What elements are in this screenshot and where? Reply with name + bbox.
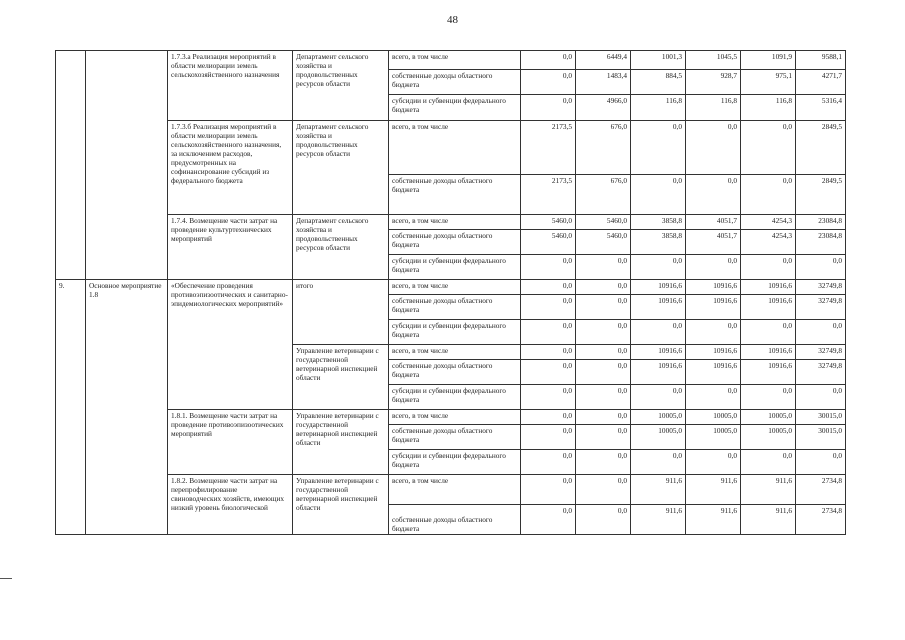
executor-cell: итого: [293, 280, 389, 345]
source-cell: всего, в том числе: [389, 51, 521, 70]
value-cell: 4966,0: [576, 95, 631, 121]
value-cell: 975,1: [741, 70, 796, 95]
value-cell: 23084,8: [796, 230, 846, 255]
value-cell: 116,8: [686, 95, 741, 121]
value-cell: 2734,8: [796, 505, 846, 535]
value-cell: 0,0: [521, 255, 576, 280]
value-cell: 10916,6: [686, 345, 741, 360]
source-cell: собственные доходы областного бюджета: [389, 505, 521, 535]
value-cell: 10916,6: [741, 295, 796, 320]
value-cell: 676,0: [576, 121, 631, 175]
value-cell: 10916,6: [631, 345, 686, 360]
value-cell: 1045,5: [686, 51, 741, 70]
source-cell: собственные доходы областного бюджета: [389, 360, 521, 385]
value-cell: 10916,6: [741, 345, 796, 360]
value-cell: 2734,8: [796, 475, 846, 505]
value-cell: 0,0: [521, 51, 576, 70]
value-cell: 0,0: [576, 505, 631, 535]
source-cell: субсидии и субвенции федерального бюджета: [389, 450, 521, 475]
value-cell: 1091,9: [741, 51, 796, 70]
value-cell: 0,0: [686, 255, 741, 280]
value-cell: 0,0: [741, 121, 796, 175]
activity-cell: «Обеспечение проведения противоэпизоотических и санитарно-эпидемиологических мероприятий»: [168, 280, 293, 410]
source-cell: субсидии и субвенции федерального бюджета: [389, 385, 521, 410]
value-cell: 0,0: [796, 385, 846, 410]
value-cell: 5460,0: [521, 230, 576, 255]
value-cell: 10916,6: [741, 360, 796, 385]
activity-cell: 1.7.4. Возмещение части затрат на проведение культуртехнических мероприятий: [168, 215, 293, 280]
value-cell: 3858,8: [631, 230, 686, 255]
value-cell: 10916,6: [631, 295, 686, 320]
value-cell: 0,0: [631, 175, 686, 215]
margin-mark: [0, 578, 12, 579]
value-cell: 0,0: [796, 255, 846, 280]
value-cell: 0,0: [521, 385, 576, 410]
table-row: [56, 410, 846, 425]
value-cell: 0,0: [686, 450, 741, 475]
value-cell: 0,0: [521, 475, 576, 505]
value-cell: 2849,5: [796, 121, 846, 175]
source-cell: собственные доходы областного бюджета: [389, 295, 521, 320]
value-cell: 10005,0: [741, 425, 796, 450]
activity-cell: 1.7.3.б Реализация мероприятий в области мелиорации земель сельскохозяйственного назначения, за исключением расходов, предусмотренных на софинансирование субсидий из федерального бюджета: [168, 121, 293, 215]
value-cell: 32749,8: [796, 360, 846, 385]
value-cell: 4051,7: [686, 215, 741, 230]
value-cell: 10005,0: [686, 410, 741, 425]
value-cell: 1483,4: [576, 70, 631, 95]
value-cell: 0,0: [741, 175, 796, 215]
value-cell: 0,0: [576, 360, 631, 385]
value-cell: 0,0: [576, 410, 631, 425]
row-number-cell: [56, 51, 86, 280]
executor-cell: Департамент сельского хозяйства и продовольственных ресурсов области: [293, 215, 389, 280]
source-cell: субсидии и субвенции федерального бюджета: [389, 95, 521, 121]
value-cell: 0,0: [576, 425, 631, 450]
value-cell: 911,6: [686, 505, 741, 535]
value-cell: 0,0: [576, 475, 631, 505]
value-cell: 6449,4: [576, 51, 631, 70]
value-cell: 0,0: [576, 345, 631, 360]
value-cell: 0,0: [741, 320, 796, 345]
value-cell: 2173,5: [521, 175, 576, 215]
table-row: [56, 475, 846, 505]
value-cell: 10916,6: [686, 280, 741, 295]
budget-table: [55, 50, 846, 535]
source-cell: субсидии и субвенции федерального бюджета: [389, 320, 521, 345]
table-row: [56, 280, 846, 295]
value-cell: 30015,0: [796, 425, 846, 450]
value-cell: 0,0: [796, 320, 846, 345]
value-cell: 10005,0: [631, 425, 686, 450]
source-cell: собственные доходы областного бюджета: [389, 70, 521, 95]
value-cell: 0,0: [521, 280, 576, 295]
value-cell: 0,0: [741, 450, 796, 475]
event-name-cell: [86, 51, 168, 280]
value-cell: 10005,0: [741, 410, 796, 425]
value-cell: 0,0: [631, 121, 686, 175]
value-cell: 2173,5: [521, 121, 576, 175]
value-cell: 116,8: [741, 95, 796, 121]
executor-cell: Департамент сельского хозяйства и продовольственных ресурсов области: [293, 121, 389, 215]
value-cell: 911,6: [631, 475, 686, 505]
executor-cell: Департамент сельского хозяйства и продовольственных ресурсов области: [293, 51, 389, 121]
executor-cell: Управление ветеринарии с государственной ветеринарной инспекцией области: [293, 410, 389, 475]
source-cell: собственные доходы областного бюджета: [389, 425, 521, 450]
value-cell: 5316,4: [796, 95, 846, 121]
source-cell: всего, в том числе: [389, 410, 521, 425]
value-cell: 0,0: [741, 255, 796, 280]
source-cell: собственные доходы областного бюджета: [389, 230, 521, 255]
page-number: 48: [447, 14, 458, 26]
source-cell: субсидии и субвенции федерального бюджета: [389, 255, 521, 280]
value-cell: 4271,7: [796, 70, 846, 95]
value-cell: 0,0: [631, 320, 686, 345]
table-row: [56, 215, 846, 230]
value-cell: 4254,3: [741, 230, 796, 255]
value-cell: 0,0: [521, 295, 576, 320]
value-cell: 0,0: [686, 175, 741, 215]
activity-cell: 1.7.3.а Реализация мероприятий в области мелиорации земель сельскохозяйственного назначения: [168, 51, 293, 121]
value-cell: 911,6: [631, 505, 686, 535]
value-cell: 0,0: [521, 320, 576, 345]
source-cell: всего, в том числе: [389, 345, 521, 360]
value-cell: 10916,6: [741, 280, 796, 295]
value-cell: 0,0: [796, 450, 846, 475]
value-cell: 0,0: [576, 295, 631, 320]
value-cell: 10005,0: [686, 425, 741, 450]
value-cell: 4254,3: [741, 215, 796, 230]
value-cell: 30015,0: [796, 410, 846, 425]
value-cell: 676,0: [576, 175, 631, 215]
value-cell: 0,0: [686, 121, 741, 175]
value-cell: 10916,6: [686, 295, 741, 320]
table-row: [56, 51, 846, 70]
value-cell: 32749,8: [796, 280, 846, 295]
value-cell: 0,0: [521, 360, 576, 385]
source-cell: всего, в том числе: [389, 121, 521, 175]
event-name-cell: Основное мероприятие 1.8: [86, 280, 168, 535]
value-cell: 5460,0: [576, 230, 631, 255]
source-cell: всего, в том числе: [389, 215, 521, 230]
value-cell: 10916,6: [631, 360, 686, 385]
value-cell: 0,0: [631, 450, 686, 475]
value-cell: 0,0: [741, 385, 796, 410]
value-cell: 0,0: [576, 450, 631, 475]
value-cell: 32749,8: [796, 295, 846, 320]
value-cell: 884,5: [631, 70, 686, 95]
value-cell: 0,0: [631, 255, 686, 280]
value-cell: 5460,0: [576, 215, 631, 230]
value-cell: 911,6: [686, 475, 741, 505]
value-cell: 1001,3: [631, 51, 686, 70]
table-row: [56, 121, 846, 175]
source-cell: всего, в том числе: [389, 475, 521, 505]
value-cell: 10916,6: [631, 280, 686, 295]
value-cell: 0,0: [521, 95, 576, 121]
executor-cell: Управление ветеринарии с государственной ветеринарной инспекцией области: [293, 345, 389, 410]
activity-cell: 1.8.1. Возмещение части затрат на проведение противоэпизоотических мероприятий: [168, 410, 293, 475]
value-cell: 0,0: [576, 280, 631, 295]
value-cell: 0,0: [521, 425, 576, 450]
value-cell: 0,0: [686, 320, 741, 345]
value-cell: 10005,0: [631, 410, 686, 425]
value-cell: 0,0: [521, 70, 576, 95]
value-cell: 0,0: [631, 385, 686, 410]
activity-cell: 1.8.2. Возмещение части затрат на перепрофилирование свиноводческих хозяйств, имеющих низкий уровень биологической: [168, 475, 293, 535]
value-cell: 911,6: [741, 475, 796, 505]
value-cell: 0,0: [521, 345, 576, 360]
source-cell: всего, в том числе: [389, 280, 521, 295]
value-cell: 0,0: [521, 505, 576, 535]
value-cell: 4051,7: [686, 230, 741, 255]
value-cell: 0,0: [576, 385, 631, 410]
value-cell: 0,0: [576, 320, 631, 345]
value-cell: 32749,8: [796, 345, 846, 360]
value-cell: 0,0: [576, 255, 631, 280]
value-cell: 10916,6: [686, 360, 741, 385]
value-cell: 911,6: [741, 505, 796, 535]
row-number-cell: 9.: [56, 280, 86, 535]
source-cell: собственные доходы областного бюджета: [389, 175, 521, 215]
executor-cell: Управление ветеринарии с государственной ветеринарной инспекцией области: [293, 475, 389, 535]
value-cell: 0,0: [686, 385, 741, 410]
value-cell: 9588,1: [796, 51, 846, 70]
value-cell: 23084,8: [796, 215, 846, 230]
value-cell: 3858,8: [631, 215, 686, 230]
value-cell: 0,0: [521, 410, 576, 425]
value-cell: 116,8: [631, 95, 686, 121]
value-cell: 928,7: [686, 70, 741, 95]
value-cell: 5460,0: [521, 215, 576, 230]
value-cell: 2849,5: [796, 175, 846, 215]
value-cell: 0,0: [521, 450, 576, 475]
